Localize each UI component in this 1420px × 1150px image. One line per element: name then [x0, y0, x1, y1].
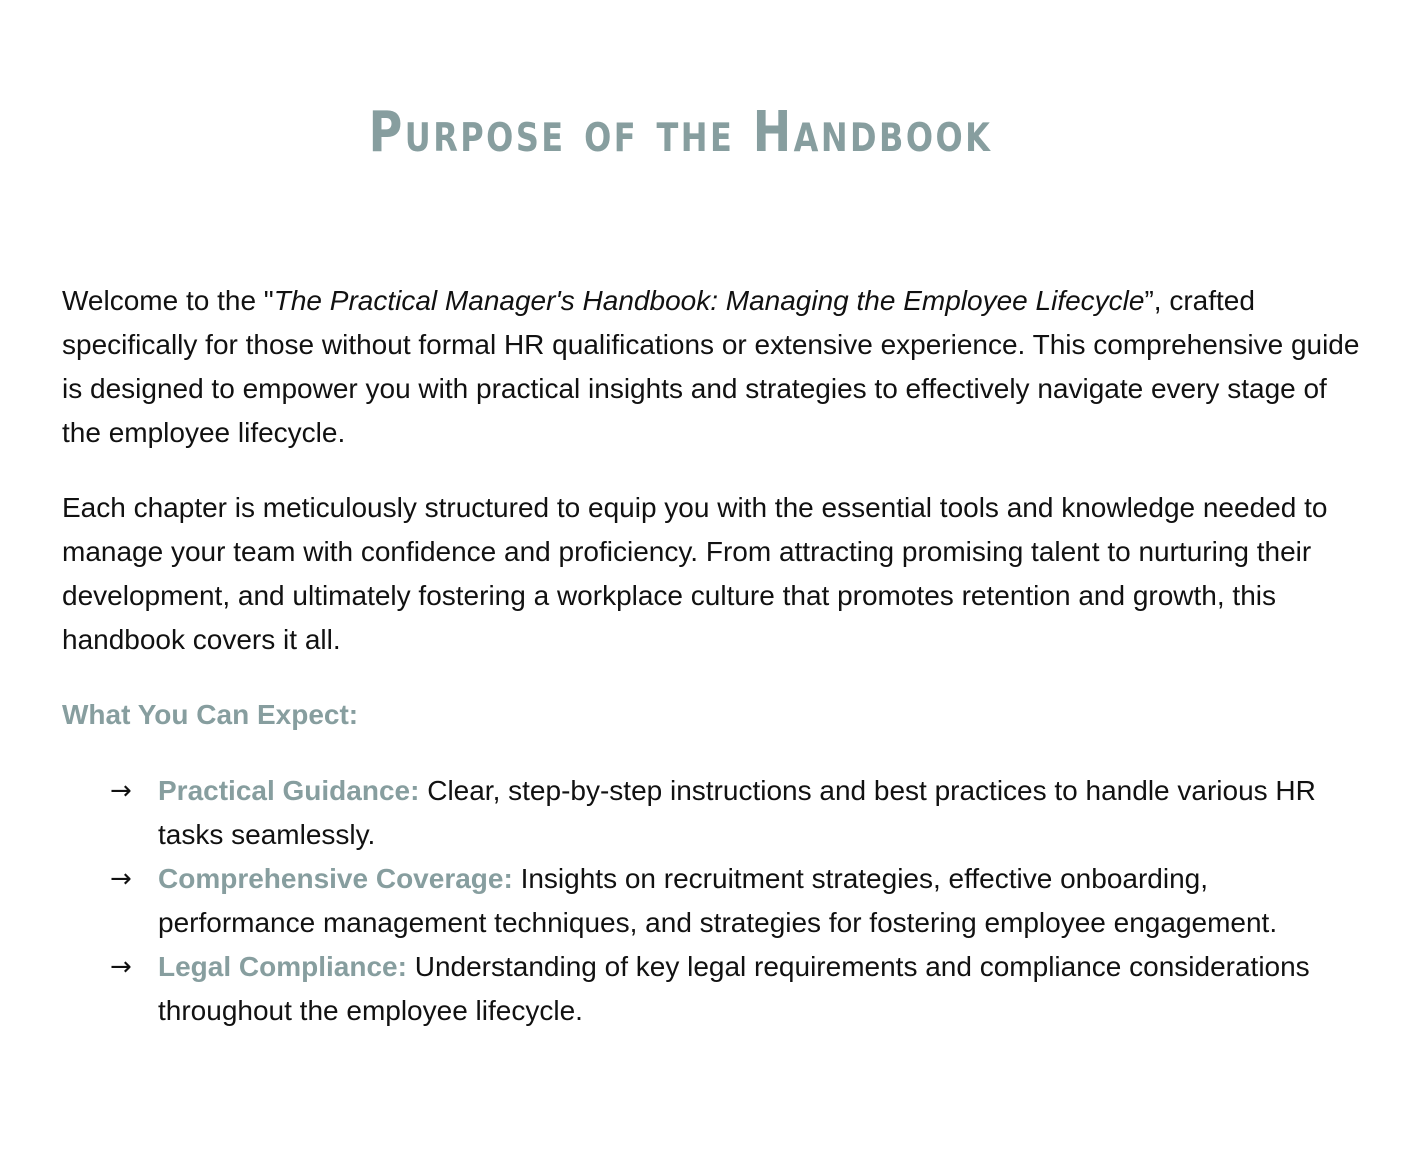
intro-paragraph	[62, 279, 1362, 455]
bullet-text: Clear, step-by-step instructions and best practices to handle various HR tasks seamlessly.	[158, 775, 1316, 850]
arrow-right-icon: →	[110, 776, 132, 806]
bullet-text: Understanding of key legal requirements and compliance considerations throughout the employee lifecycle.	[158, 951, 1310, 1026]
arrow-right-icon: →	[110, 952, 132, 982]
list-item	[62, 769, 1362, 857]
page-title: Purpose of the Handbook	[368, 99, 993, 165]
intro-text-after: ”, crafted specifically for those without formal HR qualifications or extensive experience. This comprehensive guide is designed to empower you with practical insights and strategies to effectively navigate every stage of the employee lifecycle.	[62, 285, 1360, 448]
bullet-label: Practical Guidance:	[158, 775, 420, 806]
expect-heading: What You Can Expect:	[62, 699, 359, 730]
main-content	[62, 279, 1362, 1033]
handbook-title-italic: The Practical Manager's Handbook: Managing the Employee Lifecycle	[273, 285, 1145, 316]
bullet-label: Comprehensive Coverage:	[158, 863, 513, 894]
chapter-paragraph: Each chapter is meticulously structured to equip you with the essential tools and knowledge needed to manage your team with confidence and proficiency. From attracting promising talent to nurturing their development, and ultimately fostering a workplace culture that promotes retention and growth, this handbook covers it all.	[62, 492, 1328, 655]
list-item	[62, 945, 1362, 1033]
bullet-text: Insights on recruitment strategies, effective onboarding, performance management techniques, and strategies for fostering employee engagement.	[158, 863, 1278, 938]
intro-text-before: Welcome to the "	[62, 285, 274, 316]
expect-list	[62, 769, 1362, 1033]
bullet-label: Legal Compliance:	[158, 951, 407, 982]
list-item	[62, 857, 1362, 945]
arrow-right-icon: →	[110, 864, 132, 894]
